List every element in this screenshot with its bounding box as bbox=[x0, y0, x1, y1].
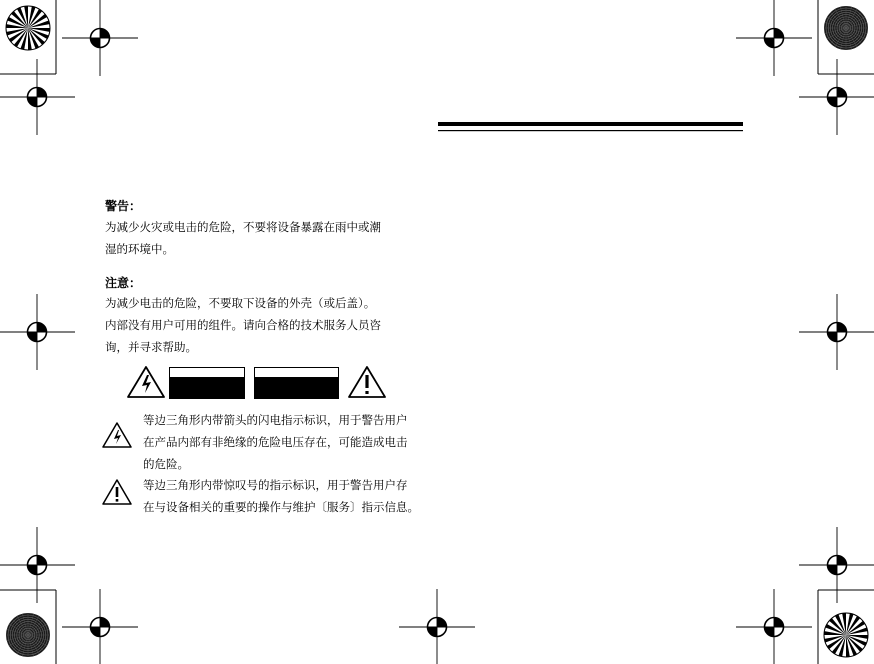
exclamation-symbol-line: 等边三角形内带惊叹号的指示标识，用于警告用户存 bbox=[143, 478, 408, 492]
registration-mark bbox=[0, 59, 75, 135]
warning-line: 为减少火灾或电击的危险，不要将设备暴露在雨中或潮 bbox=[105, 220, 381, 234]
caution-label-box-right bbox=[254, 367, 339, 399]
registration-mark bbox=[799, 59, 874, 135]
lightning-symbol-line: 等边三角形内带箭头的闪电指示标识，用于警告用户 bbox=[143, 413, 408, 427]
registration-mark bbox=[0, 294, 75, 370]
caution-line: 为减少电击的危险，不要取下设备的外壳（或后盖）。 bbox=[105, 296, 376, 310]
caution-label-box-left bbox=[169, 367, 245, 399]
registration-mark bbox=[399, 589, 475, 664]
starburst-rosette bbox=[6, 6, 50, 50]
registration-mark bbox=[0, 527, 75, 603]
lightning-symbol-line: 在产品内部有非绝缘的危险电压存在，可能造成电击 bbox=[143, 435, 408, 449]
lightning-triangle-icon bbox=[103, 423, 131, 447]
caution-title: 注意： bbox=[105, 276, 142, 290]
concentric-rosette bbox=[6, 613, 50, 657]
registration-mark bbox=[736, 589, 812, 664]
registration-mark bbox=[62, 589, 138, 664]
starburst-rosette bbox=[824, 613, 868, 657]
registration-mark bbox=[736, 0, 812, 76]
registration-mark bbox=[62, 0, 138, 76]
exclamation-symbol-line: 在与设备相关的重要的操作与维护〔服务〕指示信息。 bbox=[143, 500, 419, 514]
exclamation-triangle-icon bbox=[103, 480, 131, 504]
caution-line: 内部没有用户可用的组件。请向合格的技术服务人员咨 bbox=[105, 318, 381, 332]
lightning-symbol-line: 的危险。 bbox=[143, 457, 189, 471]
header-rule-thin bbox=[438, 130, 743, 131]
lightning-triangle-icon bbox=[128, 367, 164, 397]
warning-line: 湿的环境中。 bbox=[105, 242, 174, 256]
caution-line: 询，并寻求帮助。 bbox=[105, 340, 197, 354]
warning-title: 警告： bbox=[105, 199, 142, 213]
header-rule-thick bbox=[438, 122, 743, 126]
registration-mark bbox=[799, 527, 874, 603]
concentric-rosette bbox=[824, 6, 868, 50]
exclamation-triangle-icon bbox=[349, 367, 385, 397]
registration-mark bbox=[799, 294, 874, 370]
